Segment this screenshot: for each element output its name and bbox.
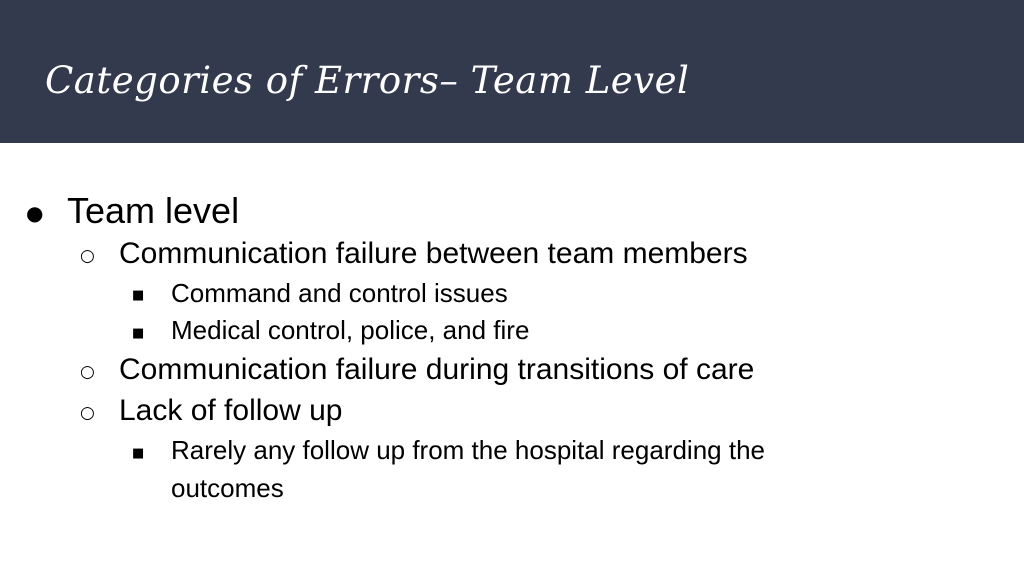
slide-title: Categories of Errors– Team Level: [45, 59, 690, 102]
bullet-item-lack-of-follow-up: Lack of follow up: [119, 394, 343, 427]
bullet-item-team-level: Team level: [67, 190, 240, 231]
bullet-item-communication-team: Communication failure between team members: [119, 237, 748, 270]
level2-bullet-icon: ○: [80, 403, 95, 423]
level3-bullet-icon: ■: [132, 288, 145, 303]
level3-bullet-icon: ■: [132, 326, 145, 341]
bullet-item-rarely-follow-up: Rarely any follow up from the hospital regarding the: [171, 435, 765, 465]
level2-bullet-icon: ○: [80, 246, 95, 266]
bullet-item-medical-control: Medical control, police, and fire: [171, 315, 530, 345]
level3-bullet-icon: ■: [132, 446, 145, 461]
level2-bullet-icon: ○: [80, 362, 95, 382]
bullet-item-rarely-follow-up-continued: outcomes: [171, 473, 284, 503]
level1-bullet-icon: ●: [26, 201, 44, 225]
bullet-item-transitions-of-care: Communication failure during transitions of care: [119, 353, 755, 386]
bullet-item-command-control: Command and control issues: [171, 278, 508, 308]
